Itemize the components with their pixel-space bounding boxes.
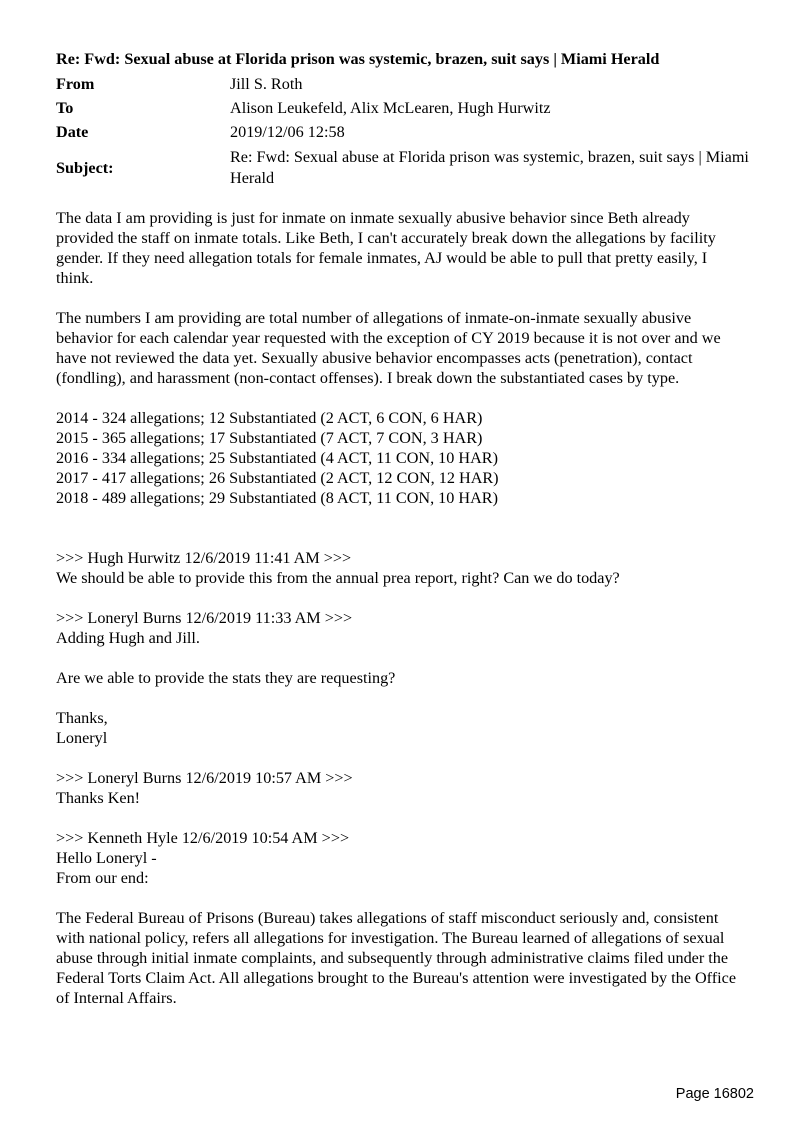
to-label: To [56,98,74,117]
stats-list [56,408,746,508]
header-row-from [56,72,750,95]
quote-header-hurwitz: >>> Hugh Hurwitz 12/6/2019 11:41 AM >>> [56,549,352,567]
stats-line-2016: 2016 - 334 allegations; 25 Substantiated (4 ACT, 11 CON, 10 HAR) [56,449,498,467]
to-value: Alison Leukefeld, Alix McLearen, Hugh Hurwitz [230,98,551,117]
email-title: Re: Fwd: Sexual abuse at Florida prison was systemic, brazen, suit says | Miami Herald [56,50,660,68]
stats-line-2015: 2015 - 365 allegations; 17 Substantiated (7 ACT, 7 CON, 3 HAR) [56,429,483,447]
body-paragraph-1: The data I am providing is just for inmate on inmate sexually abusive behavior since Beth already provided the staff on inmate totals. Like Beth, I can't accurately break down the allegations by facility gender. If they need allegation totals for female inmates, AJ would be able to pull that pretty easily, I think. [56,209,716,287]
quote-header-burns-1133: >>> Loneryl Burns 12/6/2019 11:33 AM >>> [56,609,353,627]
page-number: Page 16802 [675,1086,754,1102]
quote-line-signature: Loneryl [56,729,108,747]
subject-label: Subject: [56,159,114,177]
stats-line-2014: 2014 - 324 allegations; 12 Substantiated (2 ACT, 6 CON, 6 HAR) [56,409,483,427]
body-paragraph-3: The Federal Bureau of Prisons (Bureau) takes allegations of staff misconduct seriously and, consistent with national policy, refers all allegations for investigation. The Bureau learned of allegations of sexual abuse through initial inmate complaints, and subsequently through administrative claims filed under the Federal Torts Claim Act. All allegations brought to the Bureau's attention were investigated by the Office of Internal Affairs. [56,909,736,1007]
quote-line-hello: Hello Loneryl - [56,849,157,867]
quote-line-thanks: Thanks, [56,709,108,727]
quote-line-from-our-end: From our end: [56,869,149,887]
quote-header-hyle: >>> Kenneth Hyle 12/6/2019 10:54 AM >>> [56,829,350,847]
date-label: Date [56,123,89,141]
date-value: 2019/12/06 12:58 [230,123,345,141]
header-row-date [56,120,750,144]
quote-header-burns-1057: >>> Loneryl Burns 12/6/2019 10:57 AM >>> [56,769,353,787]
from-value: Jill S. Roth [230,74,303,93]
quote-line-adding: Adding Hugh and Jill. [56,629,200,647]
body-paragraph-2: The numbers I am providing are total number of allegations of inmate-on-inmate sexually abusive behavior for each calendar year requested with the exception of CY 2019 because it is not over and we have not reviewed the data yet. Sexually abusive behavior encompasses acts (penetration), contact (fondling), and harassment (non-contact offenses). I break down the substantiated cases by type. [56,309,721,387]
email-body [56,208,746,1008]
stats-line-2018: 2018 - 489 allegations; 29 Substantiated (8 ACT, 11 CON, 10 HAR) [56,489,498,507]
from-label: From [56,74,95,93]
quote-line-thanks-ken: Thanks Ken! [56,789,141,807]
header-row-subject [56,144,750,192]
header-row-to [56,95,750,120]
quote-line-hurwitz: We should be able to provide this from the annual prea report, right? Can we do today? [56,569,620,587]
email-header-table [56,72,750,192]
subject-value: Re: Fwd: Sexual abuse at Florida prison was systemic, brazen, suit says | Miami Herald [230,148,749,187]
quote-line-question: Are we able to provide the stats they are requesting? [56,669,396,687]
stats-line-2017: 2017 - 417 allegations; 26 Substantiated (2 ACT, 12 CON, 12 HAR) [56,469,499,487]
